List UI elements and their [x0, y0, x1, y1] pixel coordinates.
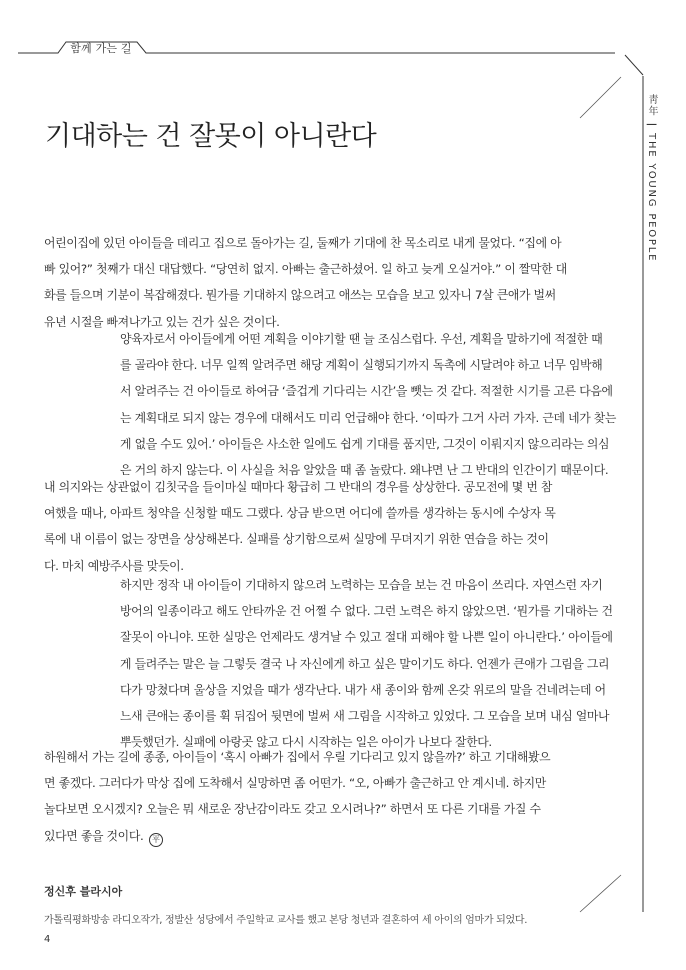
body-line: 여했을 때나, 아파트 청약을 신청할 때도 그랬다. 상금 받으면 어디에 쓸까를 생각하는 동시에 수상자 목 [44, 506, 556, 521]
body-line: 다가 망쳤다며 울상을 지었을 때가 생각난다. 내가 새 종이와 함께 온갖 위로의 말을 건네려는데 어 [120, 682, 606, 697]
column-name: THE YOUNG PEOPLE [646, 133, 657, 263]
body-line: 게 없을 수도 있어.’ 아이들은 사소한 일에도 쉽게 기대를 품지만, 그것이 이뤄지지 않으리라는 의심 [120, 436, 610, 451]
author-bio: 가톨릭평화방송 라디오작가, 정발산 성당에서 주일학교 교사를 했고 본당 청년과 결혼하여 세 아이의 엄마가 되었다. [44, 915, 528, 926]
body-line: 록에 내 이름이 없는 장면을 상상해본다. 실패를 상기함으로써 실망에 무뎌지기 위한 연습을 하는 것이 [44, 532, 549, 547]
body-line: 하원해서 가는 길에 종종, 아이들이 ‘혹시 아빠가 집에서 우릴 기다리고 있지 않을까?’ 하고 기대해봤으 [44, 750, 551, 764]
author-name: 정신후 블라시아 [44, 885, 123, 898]
body-line: 하지만 정작 내 아이들이 기대하지 않으려 노력하는 모습을 보는 건 마음이 쓰리다. 자연스런 자기 [120, 578, 603, 592]
body-line: 방어의 일종이라고 해도 안타까운 건 어쩔 수 없다. 그런 노력은 하지 않았으면. ‘뭔가를 기대하는 건 [120, 604, 613, 619]
end-mark-icon: 平 [149, 833, 163, 847]
paragraph-4 [120, 572, 613, 755]
paragraph-3 [44, 474, 555, 579]
paragraph-2 [120, 326, 616, 483]
body-line: 양육자로서 아이들에게 어떤 계획을 이야기할 땐 늘 조심스럽다. 우선, 계획을 말하기에 적절한 때 [120, 332, 603, 346]
body-line: 면 좋겠다. 그러다가 막상 집에 도착해서 실망하면 좀 어떤가. “오, 아빠가 출근하고 안 계시네. 하지만 [44, 776, 546, 791]
body-line-text: 있다면 좋을 것이다. [44, 828, 144, 843]
body-line: 뿌듯했던가. 실패에 아랑곳 않고 다시 시작하는 일은 아이가 나보다 잘한다. [120, 735, 492, 750]
diagonal-accent-bottom [580, 875, 621, 912]
body-line: 잘못이 아니야. 또한 실망은 언제라도 생겨날 수 있고 절대 피해야 할 나쁜 일이 아니란다.’ 아이들에 [120, 630, 613, 645]
column-kanji: 靑年 [646, 94, 657, 118]
body-line: 유년 시절을 빠져나가고 있는 건가 싶은 것이다. [44, 314, 280, 329]
body-line: 는 계획대로 되지 않는 경우에 대해서도 미리 언급해야 한다. ‘이따가 그거 사러 가자. 근데 네가 찾는 [120, 410, 617, 425]
diagonal-accent-top [580, 77, 621, 118]
body-line: 은 거의 하지 않는다. 이 사실을 처음 알았을 때 좀 놀랐다. 왜냐면 난 그 반대의 인간이기 때문이다. [120, 463, 609, 478]
body-line: 게 들려주는 말은 늘 그렇듯 결국 나 자신에게 하고 싶은 말이기도 하다. 언젠가 큰애가 그림을 그리 [120, 656, 610, 671]
body-line: 빠 있어?” 첫째가 대신 대답했다. “당연히 없지. 아빠는 출근하셨어. 일 하고 늦게 오실거야.” 이 짤막한 대 [44, 262, 567, 277]
body-line: 어린이집에 있던 아이들을 데리고 집으로 돌아가는 길, 둘째가 기대에 찬 목소리로 내게 물었다. “집에 아 [44, 236, 562, 250]
column-separator: | [646, 122, 657, 129]
body-line: 서 알려주는 건 아이들로 하여금 ‘즐겁게 기다리는 시간’을 뺏는 것 같다. 적절한 시기를 고른 다음에 [120, 384, 613, 399]
body-line: 다. 마치 예방주사를 맞듯이. [44, 558, 184, 573]
column-label [645, 94, 657, 262]
section-tag: 함께 가는 길 [70, 42, 132, 55]
body-line: 화를 들으며 기분이 복잡해졌다. 뭔가를 기대하지 않으려고 애쓰는 모습을 보고 있자니 7살 큰애가 벌써 [44, 288, 556, 303]
body-line: 느새 큰애는 종이를 휙 뒤집어 뒷면에 벌써 새 그림을 시작하고 있었다. 그 모습을 보며 내심 얼마나 [120, 709, 610, 724]
page-number: 4 [44, 934, 51, 945]
body-line: 놀다보면 오시겠지? 오늘은 뭐 새로운 장난감이라도 갖고 오시려나?” 하면서 또 다른 기대를 가질 수 [44, 802, 541, 817]
body-line: 를 골라야 한다. 너무 일찍 알려주면 해당 계획이 실행되기까지 독촉에 시달려야 하고 너무 임박해 [120, 358, 603, 373]
paragraph-1 [44, 230, 567, 335]
body-line-last [44, 823, 550, 849]
paragraph-5 [44, 744, 550, 849]
article-title: 기대하는 건 잘못이 아니란다 [45, 121, 377, 152]
corner-diagonal-top [625, 55, 643, 75]
body-line: 내 의지와는 상관없이 김칫국을 들이마실 때마다 황급히 그 반대의 경우를 상상한다. 공모전에 몇 번 참 [44, 480, 553, 494]
